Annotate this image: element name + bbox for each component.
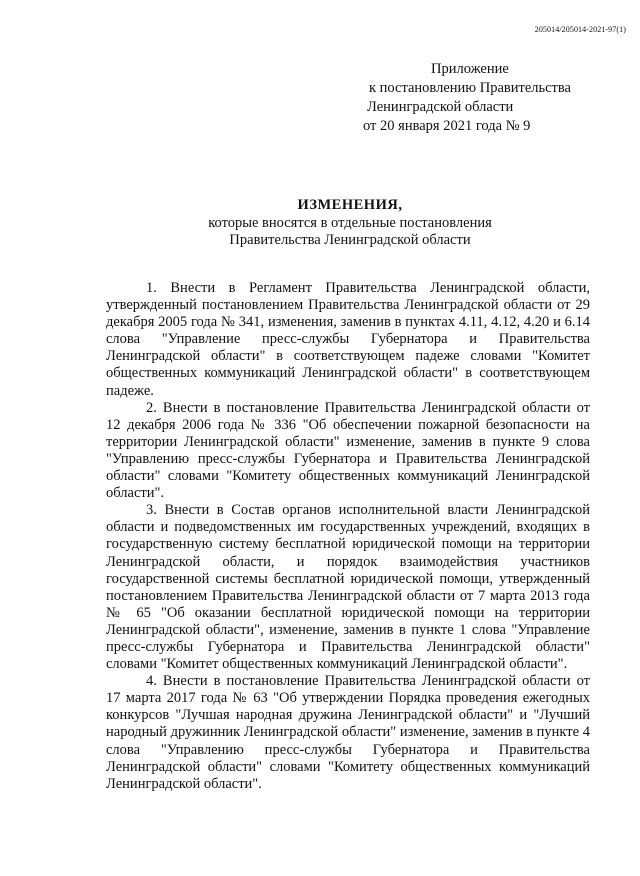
document-title: ИЗМЕНЕНИЯ, [297, 197, 403, 213]
document-title-block [100, 197, 600, 249]
annex-resolution: к постановлению Правительства [369, 80, 571, 96]
document-body [106, 280, 590, 793]
document-subtitle-line-1: которые вносятся в отдельные постановления [208, 215, 492, 231]
paragraph-2: 2. Внести в постановление Правительства Ленинградской области от 12 декабря 2006 года № 336 "Об обеспечении пожарной безопасности на территории Ленинградской области" изменение, заменив в пункте 9 слова "Управлению пресс-службы Губернатора и Правительства Ленинградской области" словами "Комитету общественных коммуникаций Ленинградской области". [106, 399, 590, 502]
document-id: 205014/205014-2021-97(1) [534, 25, 626, 34]
annex-date-number: от 20 января 2021 года № 9 [363, 118, 531, 134]
document-subtitle-line-2: Правительства Ленинградской области [229, 232, 471, 248]
annex-region: Ленинградской области [367, 99, 514, 115]
paragraph-4: 4. Внести в постановление Правительства Ленинградской области от 17 марта 2017 года № 63 "Об утверждении Порядка проведения ежегодных конкурсов "Лучшая народная дружина Ленинградской области" и "Лучший народный дружинник Ленинградской области" изменение, заменив в пункте 4 слова "Управлению пресс-службы Губернатора и Правительства Ленинградской области" словами "Комитету общественных коммуникаций Ленинградской области". [106, 673, 590, 792]
paragraph-3: 3. Внести в Состав органов исполнительной власти Ленинградской области и подведомственных им государственных учреждений, входящих в государственную систему бесплатной юридической помощи на территории Ленинградской области, и порядок взаимодействия участников государственной системы бесплатной юридической помощи, утвержденный постановлением Правительства Ленинградской области от 7 марта 2013 года № 65 "Об оказании бесплатной юридической помощи на территории Ленинградской области", изменение, заменив в пункте 1 слова "Управление пресс-службы Губернатора и Правительства Ленинградской области" словами "Комитет общественных коммуникаций Ленинградской области". [106, 502, 590, 673]
annex-label: Приложение [431, 61, 509, 77]
annex-block [363, 60, 571, 136]
paragraph-1: 1. Внести в Регламент Правительства Ленинградской области, утвержденный постановлением Правительства Ленинградской области от 29 декабря 2005 года № 341, изменения, заменив в пунктах 4.11, 4.12, 4.20 и 6.14 слова "Управление пресс-службы Губернатора и Правительства Ленинградской области" в соответствующем падеже словами "Комитет общественных коммуникаций Ленинградской области" в соответствующем падеже. [106, 280, 590, 399]
